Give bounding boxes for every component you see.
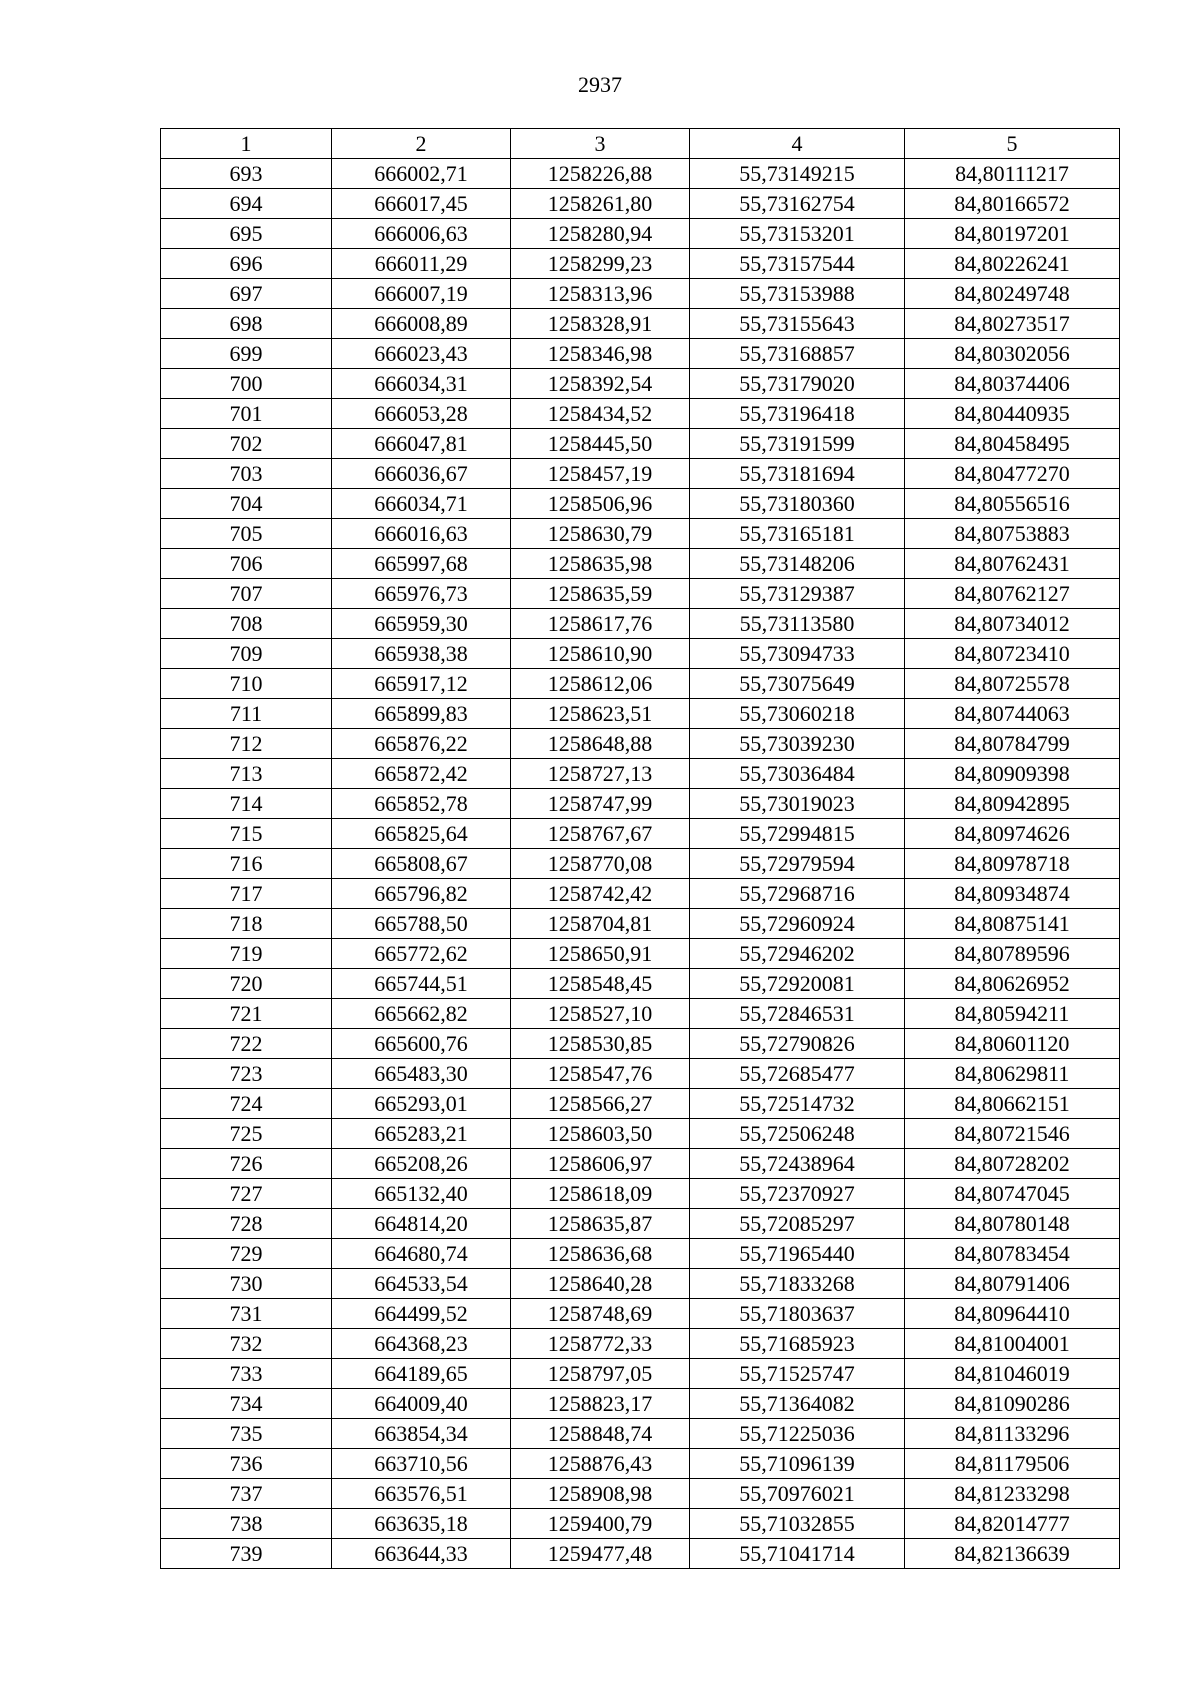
table-cell-col-4: 55,72438964 bbox=[690, 1149, 905, 1179]
table-row bbox=[161, 369, 1120, 399]
table-cell-col-2: 664814,20 bbox=[332, 1209, 511, 1239]
table-row bbox=[161, 159, 1120, 189]
table-cell-col-4: 55,73191599 bbox=[690, 429, 905, 459]
table-cell-col-5: 84,80974626 bbox=[905, 819, 1120, 849]
table-cell-col-3: 1258742,42 bbox=[511, 879, 690, 909]
table-cell-col-2: 664368,23 bbox=[332, 1329, 511, 1359]
table-cell-col-2: 665772,62 bbox=[332, 939, 511, 969]
table-cell-col-3: 1258704,81 bbox=[511, 909, 690, 939]
table-cell-col-5: 84,80875141 bbox=[905, 909, 1120, 939]
header-cell-col-5: 5 bbox=[905, 129, 1120, 159]
table-cell-col-4: 55,71364082 bbox=[690, 1389, 905, 1419]
table-cell-col-5: 84,80166572 bbox=[905, 189, 1120, 219]
table-cell-col-3: 1258635,98 bbox=[511, 549, 690, 579]
table-row bbox=[161, 249, 1120, 279]
table-cell-col-4: 55,71803637 bbox=[690, 1299, 905, 1329]
table-row bbox=[161, 279, 1120, 309]
table-cell-col-4: 55,72920081 bbox=[690, 969, 905, 999]
table-body bbox=[161, 159, 1120, 1569]
table-row bbox=[161, 1479, 1120, 1509]
table-cell-col-4: 55,73181694 bbox=[690, 459, 905, 489]
table-cell-col-5: 84,80662151 bbox=[905, 1089, 1120, 1119]
table-cell-col-1: 720 bbox=[161, 969, 332, 999]
table-cell-col-1: 739 bbox=[161, 1539, 332, 1569]
table-cell-col-1: 718 bbox=[161, 909, 332, 939]
table-cell-col-1: 698 bbox=[161, 309, 332, 339]
table-row bbox=[161, 429, 1120, 459]
table-cell-col-1: 725 bbox=[161, 1119, 332, 1149]
table-cell-col-4: 55,71833268 bbox=[690, 1269, 905, 1299]
table-cell-col-4: 55,71525747 bbox=[690, 1359, 905, 1389]
table-row bbox=[161, 1119, 1120, 1149]
table-cell-col-1: 694 bbox=[161, 189, 332, 219]
table-cell-col-5: 84,80942895 bbox=[905, 789, 1120, 819]
table-cell-col-5: 84,80725578 bbox=[905, 669, 1120, 699]
table-cell-col-4: 55,73148206 bbox=[690, 549, 905, 579]
table-cell-col-1: 716 bbox=[161, 849, 332, 879]
table-cell-col-4: 55,72994815 bbox=[690, 819, 905, 849]
table-cell-col-1: 696 bbox=[161, 249, 332, 279]
table-cell-col-4: 55,70976021 bbox=[690, 1479, 905, 1509]
table-cell-col-1: 715 bbox=[161, 819, 332, 849]
table-cell-col-1: 721 bbox=[161, 999, 332, 1029]
table-cell-col-2: 663635,18 bbox=[332, 1509, 511, 1539]
table-cell-col-4: 55,72960924 bbox=[690, 909, 905, 939]
table-cell-col-5: 84,80728202 bbox=[905, 1149, 1120, 1179]
table-cell-col-3: 1258772,33 bbox=[511, 1329, 690, 1359]
table-cell-col-3: 1258261,80 bbox=[511, 189, 690, 219]
table-cell-col-5: 84,80744063 bbox=[905, 699, 1120, 729]
table-cell-col-4: 55,73153201 bbox=[690, 219, 905, 249]
table-cell-col-1: 700 bbox=[161, 369, 332, 399]
table-cell-col-4: 55,72685477 bbox=[690, 1059, 905, 1089]
table-cell-col-3: 1258908,98 bbox=[511, 1479, 690, 1509]
table-cell-col-4: 55,73196418 bbox=[690, 399, 905, 429]
table-cell-col-5: 84,80784799 bbox=[905, 729, 1120, 759]
table-cell-col-5: 84,80747045 bbox=[905, 1179, 1120, 1209]
table-cell-col-3: 1258328,91 bbox=[511, 309, 690, 339]
table-cell-col-1: 711 bbox=[161, 699, 332, 729]
table-cell-col-3: 1258445,50 bbox=[511, 429, 690, 459]
table-header bbox=[161, 129, 1120, 159]
table-cell-col-2: 665852,78 bbox=[332, 789, 511, 819]
table-cell-col-5: 84,80964410 bbox=[905, 1299, 1120, 1329]
table-cell-col-5: 84,82136639 bbox=[905, 1539, 1120, 1569]
table-cell-col-5: 84,80721546 bbox=[905, 1119, 1120, 1149]
table-cell-col-4: 55,73039230 bbox=[690, 729, 905, 759]
table-cell-col-2: 666002,71 bbox=[332, 159, 511, 189]
table-cell-col-2: 666017,45 bbox=[332, 189, 511, 219]
table-cell-col-2: 666007,19 bbox=[332, 279, 511, 309]
table-cell-col-5: 84,81133296 bbox=[905, 1419, 1120, 1449]
table-cell-col-3: 1258636,68 bbox=[511, 1239, 690, 1269]
table-cell-col-4: 55,73153988 bbox=[690, 279, 905, 309]
table-cell-col-1: 727 bbox=[161, 1179, 332, 1209]
table-cell-col-3: 1258610,90 bbox=[511, 639, 690, 669]
table-cell-col-3: 1258623,51 bbox=[511, 699, 690, 729]
table-row bbox=[161, 969, 1120, 999]
header-cell-col-3: 3 bbox=[511, 129, 690, 159]
table-cell-col-1: 722 bbox=[161, 1029, 332, 1059]
table-cell-col-4: 55,73168857 bbox=[690, 339, 905, 369]
table-cell-col-1: 708 bbox=[161, 609, 332, 639]
table-cell-col-2: 666023,43 bbox=[332, 339, 511, 369]
table-cell-col-5: 84,80197201 bbox=[905, 219, 1120, 249]
table-row bbox=[161, 759, 1120, 789]
table-cell-col-5: 84,80783454 bbox=[905, 1239, 1120, 1269]
table-cell-col-5: 84,81179506 bbox=[905, 1449, 1120, 1479]
table-cell-col-5: 84,80934874 bbox=[905, 879, 1120, 909]
table-cell-col-4: 55,73162754 bbox=[690, 189, 905, 219]
table-cell-col-5: 84,80629811 bbox=[905, 1059, 1120, 1089]
table-cell-col-3: 1258617,76 bbox=[511, 609, 690, 639]
table-row bbox=[161, 669, 1120, 699]
table-cell-col-5: 84,80780148 bbox=[905, 1209, 1120, 1239]
table-cell-col-5: 84,80556516 bbox=[905, 489, 1120, 519]
table-cell-col-3: 1258226,88 bbox=[511, 159, 690, 189]
table-cell-col-2: 665959,30 bbox=[332, 609, 511, 639]
table-cell-col-3: 1258548,45 bbox=[511, 969, 690, 999]
table-cell-col-3: 1258747,99 bbox=[511, 789, 690, 819]
table-row bbox=[161, 219, 1120, 249]
page-number: 2937 bbox=[578, 72, 622, 97]
table-cell-col-3: 1258848,74 bbox=[511, 1419, 690, 1449]
table-cell-col-2: 665796,82 bbox=[332, 879, 511, 909]
table-row bbox=[161, 789, 1120, 819]
table-cell-col-2: 665872,42 bbox=[332, 759, 511, 789]
table-cell-col-1: 731 bbox=[161, 1299, 332, 1329]
table-row bbox=[161, 189, 1120, 219]
table-row bbox=[161, 1059, 1120, 1089]
table-cell-col-5: 84,80723410 bbox=[905, 639, 1120, 669]
table-cell-col-4: 55,71032855 bbox=[690, 1509, 905, 1539]
table-cell-col-5: 84,81046019 bbox=[905, 1359, 1120, 1389]
table-cell-col-3: 1258648,88 bbox=[511, 729, 690, 759]
table-cell-col-3: 1258635,59 bbox=[511, 579, 690, 609]
table-cell-col-1: 724 bbox=[161, 1089, 332, 1119]
table-cell-col-3: 1258506,96 bbox=[511, 489, 690, 519]
table-row bbox=[161, 489, 1120, 519]
table-cell-col-4: 55,72370927 bbox=[690, 1179, 905, 1209]
table-cell-col-4: 55,72506248 bbox=[690, 1119, 905, 1149]
table-cell-col-2: 665744,51 bbox=[332, 969, 511, 999]
table-cell-col-4: 55,73060218 bbox=[690, 699, 905, 729]
table-cell-col-2: 663644,33 bbox=[332, 1539, 511, 1569]
table-cell-col-3: 1258547,76 bbox=[511, 1059, 690, 1089]
table-cell-col-4: 55,71096139 bbox=[690, 1449, 905, 1479]
table-cell-col-3: 1258770,08 bbox=[511, 849, 690, 879]
table-cell-col-1: 704 bbox=[161, 489, 332, 519]
table-cell-col-2: 666011,29 bbox=[332, 249, 511, 279]
table-row bbox=[161, 1389, 1120, 1419]
table-row bbox=[161, 1329, 1120, 1359]
table-row bbox=[161, 939, 1120, 969]
table-cell-col-5: 84,81004001 bbox=[905, 1329, 1120, 1359]
table-cell-col-1: 699 bbox=[161, 339, 332, 369]
table-cell-col-5: 84,80273517 bbox=[905, 309, 1120, 339]
table-cell-col-1: 703 bbox=[161, 459, 332, 489]
table-cell-col-2: 665997,68 bbox=[332, 549, 511, 579]
table-cell-col-2: 663576,51 bbox=[332, 1479, 511, 1509]
table-cell-col-4: 55,72968716 bbox=[690, 879, 905, 909]
table-cell-col-1: 709 bbox=[161, 639, 332, 669]
table-cell-col-5: 84,80909398 bbox=[905, 759, 1120, 789]
table-row bbox=[161, 639, 1120, 669]
table-row bbox=[161, 1149, 1120, 1179]
table-row bbox=[161, 1299, 1120, 1329]
table-row bbox=[161, 1509, 1120, 1539]
table-cell-col-1: 714 bbox=[161, 789, 332, 819]
table-cell-col-4: 55,71041714 bbox=[690, 1539, 905, 1569]
table-cell-col-5: 84,80374406 bbox=[905, 369, 1120, 399]
coordinates-table bbox=[160, 128, 1120, 1569]
table-cell-col-3: 1258876,43 bbox=[511, 1449, 690, 1479]
table-row bbox=[161, 1239, 1120, 1269]
table-cell-col-1: 728 bbox=[161, 1209, 332, 1239]
table-cell-col-1: 735 bbox=[161, 1419, 332, 1449]
table-cell-col-2: 665283,21 bbox=[332, 1119, 511, 1149]
table-cell-col-4: 55,73075649 bbox=[690, 669, 905, 699]
table-cell-col-4: 55,72514732 bbox=[690, 1089, 905, 1119]
table-cell-col-3: 1258280,94 bbox=[511, 219, 690, 249]
table-cell-col-2: 666053,28 bbox=[332, 399, 511, 429]
table-cell-col-2: 666047,81 bbox=[332, 429, 511, 459]
table-cell-col-5: 84,80734012 bbox=[905, 609, 1120, 639]
table-row bbox=[161, 1269, 1120, 1299]
table-cell-col-3: 1258313,96 bbox=[511, 279, 690, 309]
table-cell-col-2: 666036,67 bbox=[332, 459, 511, 489]
table-cell-col-4: 55,71225036 bbox=[690, 1419, 905, 1449]
table-row bbox=[161, 879, 1120, 909]
table-cell-col-3: 1258767,67 bbox=[511, 819, 690, 849]
table-cell-col-3: 1258727,13 bbox=[511, 759, 690, 789]
table-cell-col-1: 737 bbox=[161, 1479, 332, 1509]
table-cell-col-4: 55,73019023 bbox=[690, 789, 905, 819]
table-cell-col-3: 1258618,09 bbox=[511, 1179, 690, 1209]
table-cell-col-4: 55,73179020 bbox=[690, 369, 905, 399]
table-cell-col-5: 84,82014777 bbox=[905, 1509, 1120, 1539]
table-row bbox=[161, 1179, 1120, 1209]
table-cell-col-3: 1258603,50 bbox=[511, 1119, 690, 1149]
table-row bbox=[161, 699, 1120, 729]
table-row bbox=[161, 1209, 1120, 1239]
table-cell-col-1: 701 bbox=[161, 399, 332, 429]
table-cell-col-1: 707 bbox=[161, 579, 332, 609]
table-cell-col-4: 55,71965440 bbox=[690, 1239, 905, 1269]
table-cell-col-1: 713 bbox=[161, 759, 332, 789]
table-cell-col-1: 723 bbox=[161, 1059, 332, 1089]
table-row bbox=[161, 459, 1120, 489]
table-cell-col-2: 665293,01 bbox=[332, 1089, 511, 1119]
table-cell-col-3: 1258434,52 bbox=[511, 399, 690, 429]
table-row bbox=[161, 1419, 1120, 1449]
table-row bbox=[161, 579, 1120, 609]
table-cell-col-5: 84,80978718 bbox=[905, 849, 1120, 879]
table-cell-col-5: 84,80601120 bbox=[905, 1029, 1120, 1059]
table-cell-col-4: 55,73113580 bbox=[690, 609, 905, 639]
table-cell-col-2: 664499,52 bbox=[332, 1299, 511, 1329]
table-cell-col-1: 697 bbox=[161, 279, 332, 309]
table-cell-col-1: 734 bbox=[161, 1389, 332, 1419]
table-row bbox=[161, 1449, 1120, 1479]
table-cell-col-2: 666006,63 bbox=[332, 219, 511, 249]
table-row bbox=[161, 519, 1120, 549]
table-cell-col-4: 55,72790826 bbox=[690, 1029, 905, 1059]
table-cell-col-4: 55,73149215 bbox=[690, 159, 905, 189]
table-cell-col-1: 732 bbox=[161, 1329, 332, 1359]
table-cell-col-5: 84,80440935 bbox=[905, 399, 1120, 429]
table-row bbox=[161, 1539, 1120, 1569]
table-cell-col-1: 730 bbox=[161, 1269, 332, 1299]
table-cell-col-2: 665917,12 bbox=[332, 669, 511, 699]
table-row bbox=[161, 1359, 1120, 1389]
table-cell-col-2: 665132,40 bbox=[332, 1179, 511, 1209]
table-cell-col-2: 666034,71 bbox=[332, 489, 511, 519]
table-row bbox=[161, 609, 1120, 639]
table-cell-col-2: 665483,30 bbox=[332, 1059, 511, 1089]
table-cell-col-1: 693 bbox=[161, 159, 332, 189]
table-cell-col-4: 55,72846531 bbox=[690, 999, 905, 1029]
table-cell-col-1: 695 bbox=[161, 219, 332, 249]
table-cell-col-2: 665876,22 bbox=[332, 729, 511, 759]
table-cell-col-1: 738 bbox=[161, 1509, 332, 1539]
table-cell-col-1: 719 bbox=[161, 939, 332, 969]
table-row bbox=[161, 849, 1120, 879]
table-row bbox=[161, 729, 1120, 759]
table-cell-col-2: 663854,34 bbox=[332, 1419, 511, 1449]
table-cell-col-5: 84,80249748 bbox=[905, 279, 1120, 309]
table-cell-col-3: 1258635,87 bbox=[511, 1209, 690, 1239]
table-cell-col-4: 55,71685923 bbox=[690, 1329, 905, 1359]
table-cell-col-5: 84,80762431 bbox=[905, 549, 1120, 579]
table-cell-col-5: 84,81090286 bbox=[905, 1389, 1120, 1419]
table-cell-col-1: 726 bbox=[161, 1149, 332, 1179]
table-cell-col-4: 55,73165181 bbox=[690, 519, 905, 549]
table-cell-col-2: 665808,67 bbox=[332, 849, 511, 879]
table-cell-col-3: 1258299,23 bbox=[511, 249, 690, 279]
table-cell-col-2: 665899,83 bbox=[332, 699, 511, 729]
table-cell-col-1: 702 bbox=[161, 429, 332, 459]
table-cell-col-5: 84,80791406 bbox=[905, 1269, 1120, 1299]
table-row bbox=[161, 399, 1120, 429]
table-cell-col-4: 55,73036484 bbox=[690, 759, 905, 789]
table-cell-col-5: 84,80226241 bbox=[905, 249, 1120, 279]
table-cell-col-3: 1258748,69 bbox=[511, 1299, 690, 1329]
table-cell-col-2: 665938,38 bbox=[332, 639, 511, 669]
table-cell-col-2: 664680,74 bbox=[332, 1239, 511, 1269]
table-cell-col-2: 665662,82 bbox=[332, 999, 511, 1029]
table-cell-col-3: 1258566,27 bbox=[511, 1089, 690, 1119]
table-cell-col-2: 664009,40 bbox=[332, 1389, 511, 1419]
table-cell-col-5: 84,80594211 bbox=[905, 999, 1120, 1029]
table-cell-col-1: 736 bbox=[161, 1449, 332, 1479]
table-cell-col-4: 55,72946202 bbox=[690, 939, 905, 969]
table-cell-col-3: 1258797,05 bbox=[511, 1359, 690, 1389]
table-cell-col-2: 663710,56 bbox=[332, 1449, 511, 1479]
header-row bbox=[161, 129, 1120, 159]
table-cell-col-1: 717 bbox=[161, 879, 332, 909]
table-cell-col-5: 84,80458495 bbox=[905, 429, 1120, 459]
table-cell-col-4: 55,73155643 bbox=[690, 309, 905, 339]
table-cell-col-3: 1258823,17 bbox=[511, 1389, 690, 1419]
table-row bbox=[161, 549, 1120, 579]
table-cell-col-2: 665600,76 bbox=[332, 1029, 511, 1059]
table-cell-col-1: 705 bbox=[161, 519, 332, 549]
table-cell-col-3: 1258612,06 bbox=[511, 669, 690, 699]
table-cell-col-4: 55,73180360 bbox=[690, 489, 905, 519]
header-cell-col-4: 4 bbox=[690, 129, 905, 159]
header-cell-col-2: 2 bbox=[332, 129, 511, 159]
table-cell-col-3: 1258530,85 bbox=[511, 1029, 690, 1059]
table-row bbox=[161, 339, 1120, 369]
table-cell-col-5: 84,81233298 bbox=[905, 1479, 1120, 1509]
table-cell-col-3: 1258346,98 bbox=[511, 339, 690, 369]
table-cell-col-2: 664189,65 bbox=[332, 1359, 511, 1389]
table-cell-col-1: 712 bbox=[161, 729, 332, 759]
table-row bbox=[161, 1029, 1120, 1059]
table-row bbox=[161, 819, 1120, 849]
table-cell-col-5: 84,80111217 bbox=[905, 159, 1120, 189]
table-cell-col-2: 666034,31 bbox=[332, 369, 511, 399]
table-cell-col-2: 666016,63 bbox=[332, 519, 511, 549]
table-cell-col-3: 1258606,97 bbox=[511, 1149, 690, 1179]
table-cell-col-2: 666008,89 bbox=[332, 309, 511, 339]
table-cell-col-2: 664533,54 bbox=[332, 1269, 511, 1299]
table-cell-col-3: 1259477,48 bbox=[511, 1539, 690, 1569]
table-cell-col-4: 55,73129387 bbox=[690, 579, 905, 609]
table-cell-col-3: 1258640,28 bbox=[511, 1269, 690, 1299]
table-cell-col-5: 84,80762127 bbox=[905, 579, 1120, 609]
table-cell-col-3: 1258650,91 bbox=[511, 939, 690, 969]
table-row bbox=[161, 1089, 1120, 1119]
table-cell-col-4: 55,72979594 bbox=[690, 849, 905, 879]
table-cell-col-5: 84,80789596 bbox=[905, 939, 1120, 969]
table-cell-col-2: 665976,73 bbox=[332, 579, 511, 609]
table-cell-col-2: 665788,50 bbox=[332, 909, 511, 939]
table-row bbox=[161, 909, 1120, 939]
table-cell-col-3: 1258392,54 bbox=[511, 369, 690, 399]
table-cell-col-2: 665208,26 bbox=[332, 1149, 511, 1179]
table-cell-col-3: 1258457,19 bbox=[511, 459, 690, 489]
table-cell-col-4: 55,73157544 bbox=[690, 249, 905, 279]
table-cell-col-5: 84,80753883 bbox=[905, 519, 1120, 549]
table-cell-col-1: 710 bbox=[161, 669, 332, 699]
table-cell-col-5: 84,80477270 bbox=[905, 459, 1120, 489]
table-cell-col-5: 84,80302056 bbox=[905, 339, 1120, 369]
table-row bbox=[161, 999, 1120, 1029]
table-cell-col-3: 1258630,79 bbox=[511, 519, 690, 549]
table-cell-col-5: 84,80626952 bbox=[905, 969, 1120, 999]
table-cell-col-4: 55,73094733 bbox=[690, 639, 905, 669]
table-cell-col-1: 733 bbox=[161, 1359, 332, 1389]
header-cell-col-1: 1 bbox=[161, 129, 332, 159]
table-cell-col-1: 729 bbox=[161, 1239, 332, 1269]
table-row bbox=[161, 309, 1120, 339]
table-cell-col-1: 706 bbox=[161, 549, 332, 579]
table-cell-col-4: 55,72085297 bbox=[690, 1209, 905, 1239]
table-cell-col-2: 665825,64 bbox=[332, 819, 511, 849]
table-cell-col-3: 1258527,10 bbox=[511, 999, 690, 1029]
table-cell-col-3: 1259400,79 bbox=[511, 1509, 690, 1539]
